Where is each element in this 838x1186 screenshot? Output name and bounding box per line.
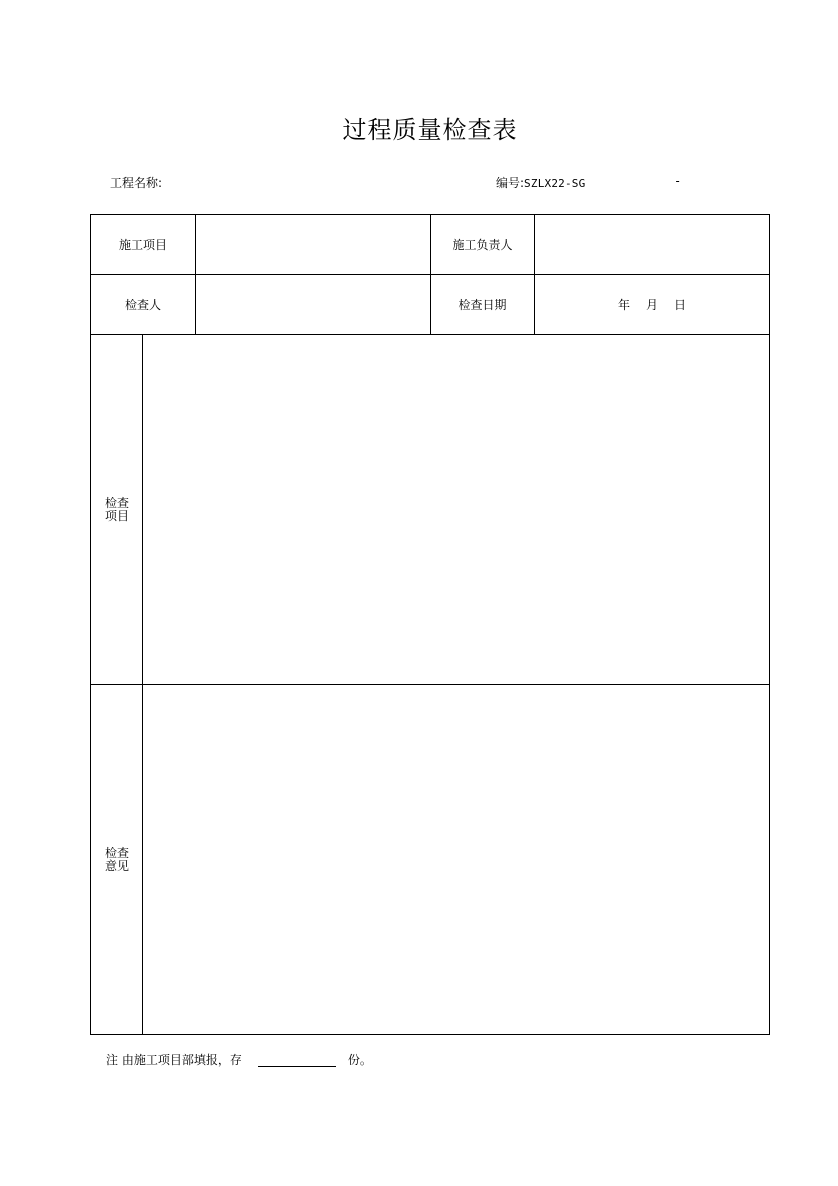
project-name-label	[110, 174, 162, 191]
construction-item-label: 施工项目	[118, 238, 167, 252]
check-opinion-label-line2: 意见	[104, 858, 129, 873]
inspector-field[interactable]	[196, 275, 430, 334]
footer-note	[106, 1051, 372, 1068]
date-month-label: 月	[645, 298, 658, 312]
date-year-label: 年	[617, 298, 630, 312]
check-items-label	[91, 335, 143, 684]
construction-item-field[interactable]	[196, 215, 430, 274]
project-name-label-text: 工程名称:	[110, 176, 163, 190]
form-code-value: SZLX22-SG	[524, 177, 586, 190]
check-opinion-label-line1: 检查	[104, 845, 129, 860]
construction-manager-label: 施工负责人	[452, 238, 513, 252]
form-code-suffix: -	[674, 174, 682, 188]
inspection-date-field[interactable]	[535, 275, 769, 334]
check-opinion-label	[91, 685, 143, 1034]
copies-blank-field[interactable]	[258, 1054, 336, 1067]
document-title: 过程质量检查表	[342, 116, 518, 144]
footer-note-prefix: 注 由施工项目部填报，存	[106, 1053, 242, 1067]
inspector-label: 检查人	[124, 298, 161, 312]
form-code-label: 编号:	[496, 176, 525, 190]
construction-manager-field[interactable]	[535, 215, 769, 274]
check-items-label-line1: 检查	[104, 495, 129, 510]
form-code	[496, 174, 585, 191]
footer-note-suffix: 份。	[347, 1053, 372, 1067]
inspection-form-table	[90, 214, 770, 1035]
date-day-label: 日	[674, 298, 687, 312]
inspection-date-label: 检查日期	[458, 298, 507, 312]
check-items-label-line2: 项目	[104, 508, 129, 523]
check-items-content[interactable]	[143, 335, 769, 684]
check-opinion-content[interactable]	[143, 685, 769, 1034]
